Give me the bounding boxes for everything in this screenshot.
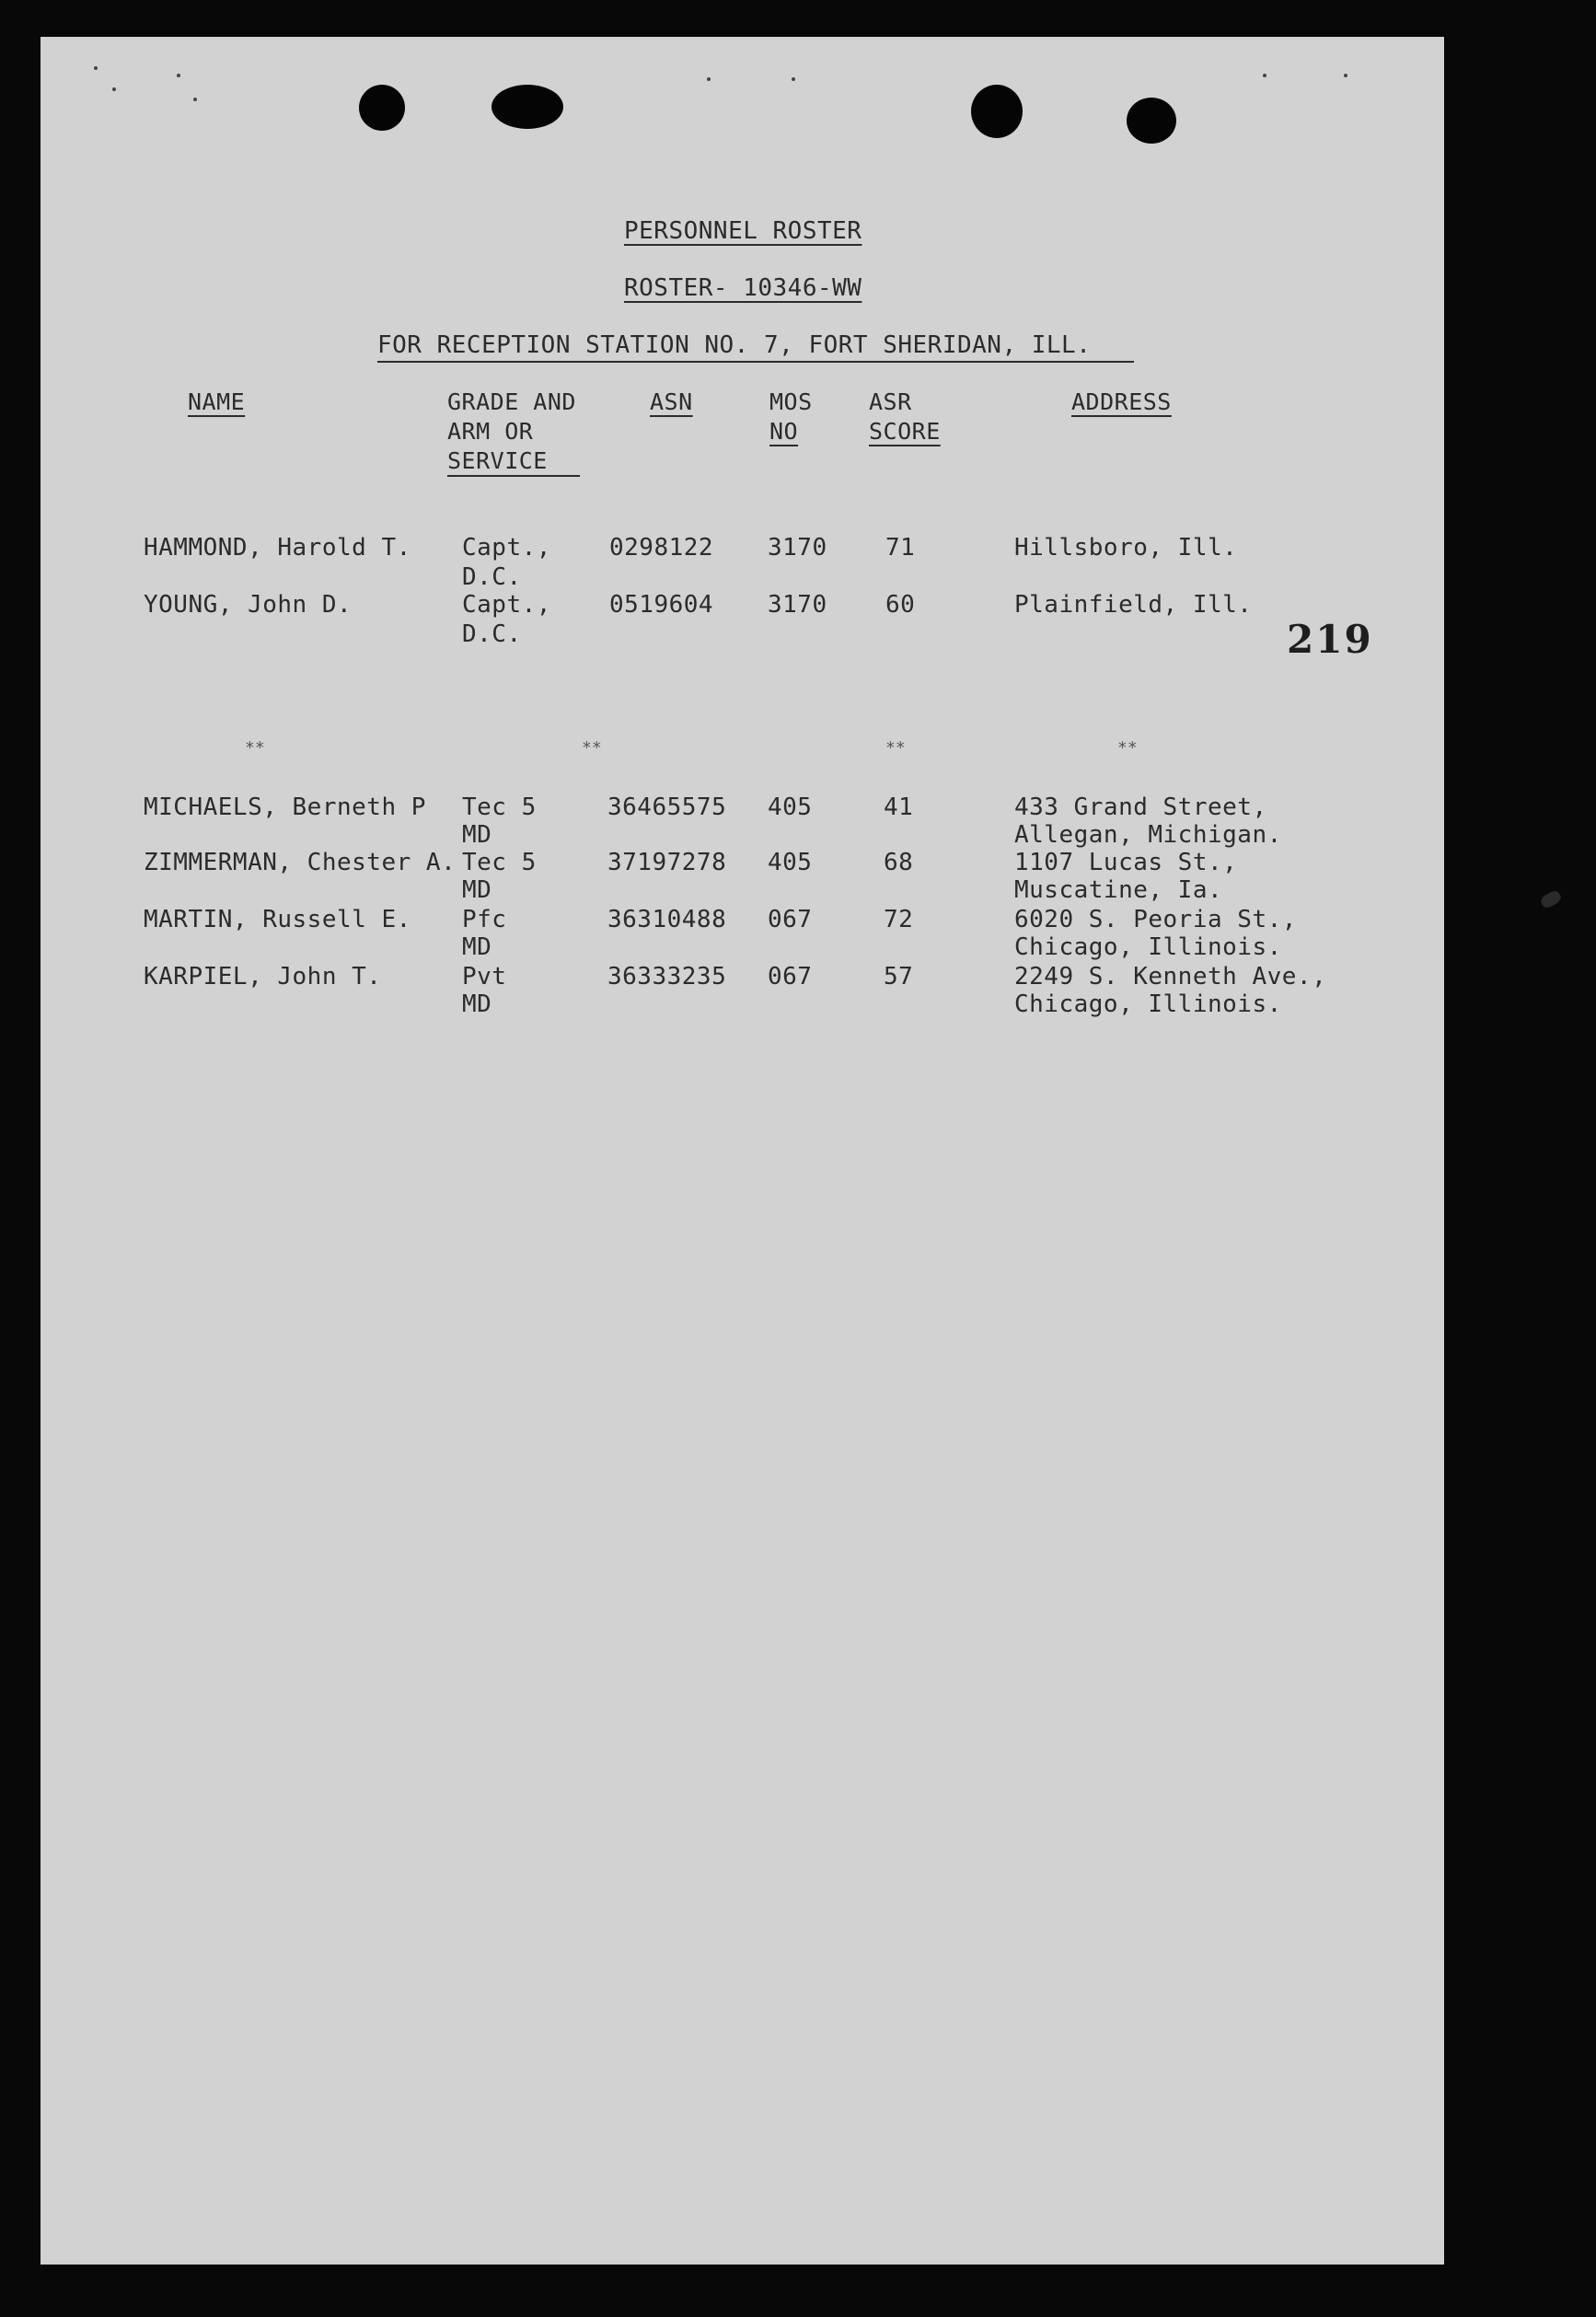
enlisted-address-1: 433 Grand Street,	[1014, 794, 1267, 821]
enlisted-asr: 57	[884, 963, 914, 991]
separator-mark: **	[582, 738, 602, 758]
officer-name: YOUNG, John D.	[144, 591, 353, 619]
officer-grade: Capt.,	[462, 591, 551, 619]
punch-hole	[1127, 98, 1176, 144]
enlisted-asr: 41	[884, 794, 914, 821]
margin-blot	[1539, 888, 1563, 909]
officer-service: D.C.	[462, 620, 522, 648]
enlisted-grade: Tec 5	[462, 794, 537, 821]
punch-hole	[492, 85, 563, 129]
enlisted-asn: 36333235	[607, 963, 727, 991]
enlisted-asr: 72	[884, 906, 914, 933]
enlisted-mos: 405	[768, 794, 813, 821]
officer-asn: 0519604	[609, 591, 714, 619]
speck	[1344, 74, 1347, 77]
speck	[1263, 74, 1266, 77]
officer-address: Plainfield, Ill.	[1014, 591, 1253, 619]
enlisted-service: MD	[462, 991, 492, 1018]
speck	[707, 77, 711, 81]
enlisted-address-1: 6020 S. Peoria St.,	[1014, 906, 1297, 933]
enlisted-mos: 067	[768, 906, 813, 933]
col-address: ADDRESS	[1071, 388, 1172, 415]
document-title: PERSONNEL ROSTER	[624, 217, 862, 245]
officer-grade: Capt.,	[462, 534, 551, 562]
enlisted-grade: Pfc	[462, 906, 507, 933]
roster-number: ROSTER- 10346-WW	[624, 274, 862, 302]
enlisted-address-2: Muscatine, Ia.	[1014, 876, 1223, 904]
col-name: NAME	[188, 388, 246, 415]
speck	[94, 66, 98, 70]
officer-asr: 71	[885, 534, 916, 562]
separator-mark: **	[1117, 738, 1138, 758]
col-grade-3: SERVICE	[447, 447, 548, 474]
enlisted-address-1: 1107 Lucas St.,	[1014, 849, 1238, 876]
enlisted-asn: 36310488	[607, 906, 727, 933]
officer-service: D.C.	[462, 563, 522, 591]
enlisted-name: MARTIN, Russell E.	[144, 906, 411, 933]
speck	[193, 98, 197, 101]
officer-mos: 3170	[768, 534, 827, 562]
enlisted-asr: 68	[884, 849, 914, 876]
grade-underline	[447, 475, 580, 477]
col-grade-1: GRADE AND	[447, 388, 576, 415]
enlisted-name: MICHAELS, Berneth P	[144, 794, 426, 821]
enlisted-address-2: Chicago, Illinois.	[1014, 933, 1282, 961]
enlisted-mos: 067	[768, 963, 813, 991]
officer-asr: 60	[885, 591, 916, 619]
col-mos-2: NO	[769, 418, 799, 445]
enlisted-address-2: Allegan, Michigan.	[1014, 821, 1282, 849]
enlisted-name: KARPIEL, John T.	[144, 963, 382, 991]
officer-mos: 3170	[768, 591, 827, 619]
station-underline	[377, 361, 1134, 363]
enlisted-service: MD	[462, 876, 492, 904]
officer-address: Hillsboro, Ill.	[1014, 534, 1238, 562]
enlisted-mos: 405	[768, 849, 813, 876]
col-asr-2: SCORE	[869, 418, 941, 445]
speck	[112, 87, 116, 91]
enlisted-address-2: Chicago, Illinois.	[1014, 991, 1282, 1018]
speck	[177, 74, 180, 77]
enlisted-service: MD	[462, 933, 492, 961]
officer-asn: 0298122	[609, 534, 714, 562]
speck	[792, 77, 795, 81]
enlisted-address-1: 2249 S. Kenneth Ave.,	[1014, 963, 1327, 991]
enlisted-asn: 36465575	[607, 794, 727, 821]
officer-name: HAMMOND, Harold T.	[144, 534, 411, 562]
enlisted-grade: Pvt	[462, 963, 507, 991]
col-asn: ASN	[650, 388, 693, 415]
enlisted-grade: Tec 5	[462, 849, 537, 876]
col-mos-1: MOS	[769, 388, 813, 415]
separator-mark: **	[885, 738, 906, 758]
station-line: FOR RECEPTION STATION NO. 7, FORT SHERIDAN, ILL.	[377, 331, 1092, 359]
enlisted-name: ZIMMERMAN, Chester A.	[144, 849, 457, 876]
col-grade-2: ARM OR	[447, 418, 534, 445]
enlisted-asn: 37197278	[607, 849, 727, 876]
punch-hole	[359, 85, 405, 131]
col-asr-1: ASR	[869, 388, 912, 415]
roster-page	[40, 37, 1444, 2265]
separator-mark: **	[245, 738, 265, 758]
enlisted-service: MD	[462, 821, 492, 849]
punch-hole	[971, 85, 1023, 138]
page-number: 219	[1287, 617, 1373, 662]
